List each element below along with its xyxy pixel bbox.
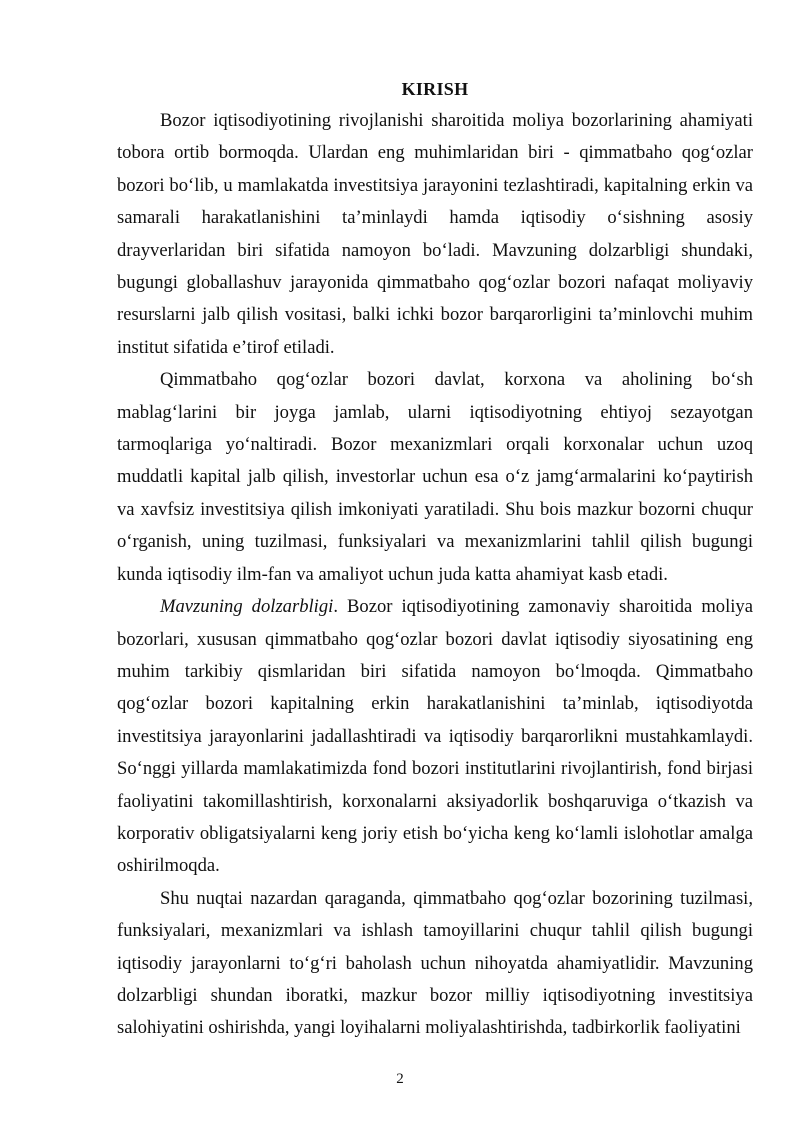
paragraph-4-text: Shu nuqtai nazardan qaraganda, qimmatbaho qog‘ozlar bozorining tuzilmasi, funksiyalari, mexanizmlari va ishlash tamoyillarini chuqur tahlil qilish bugungi iqtisodiy jarayonlarni to‘g‘ri baholash uchun nihoyatda ahamiyatlidir. Mavzuning dolzarbligi shundan iboratki, mazkur bozor milliy iqtisodiyotning investitsiya salohiyatini oshirishda, yangi loyihalarni moliyalashtirishda, tadbirkorlik faoliyatini: [117, 887, 753, 1039]
paragraph-3-italic-lead: Mavzuning dolzarbligi: [160, 596, 334, 618]
section-heading: KIRISH: [401, 79, 469, 99]
paragraph-1-text: Bozor iqtisodiyotining rivojlanishi sharoitida moliya bozorlarining ahamiyati tobora ortib bormoqda. Ulardan eng muhimlaridan biri - qimmatbaho qog‘ozlar bozori bo‘lib, u mamlakatda investitsiya jarayonini tezlashtiradi, kapitalning erkin va samarali harakatlanishini ta’minlaydi hamda iqtisodiy o‘sishning asosiy drayverlaridan biri sifatida namoyon bo‘ladi. Mavzuning dolzarbligi shundaki, bugungi globallashuv jarayonida qimmatbaho qog‘ozlar bozori nafaqat moliyaviy resurslarni jalb qilish vositasi, balki ichki bozor barqarorligini ta’minlovchi muhim institut sifatida e’tirof etiladi.: [117, 110, 753, 358]
paragraph-3: [117, 591, 753, 883]
paragraph-2: [117, 364, 753, 591]
paragraph-4: [117, 883, 753, 1045]
document-body: [117, 74, 753, 1045]
paragraph-2-text: Qimmatbaho qog‘ozlar bozori davlat, korxona va aholining bo‘sh mablag‘larini bir joyga jamlab, ularni iqtisodiyotning ehtiyoj sezayotgan tarmoqlariga yo‘naltiradi. Bozor mexanizmlari orqali korxonalar uchun uzoq muddatli kapital jalb qilish, investorlar uchun esa o‘z jamg‘armalarini ko‘paytirish va xavfsiz investitsiya qilish imkoniyati yaratiladi. Shu bois mazkur bozorni chuqur o‘rganish, uning tuzilmasi, funksiyalari va mexanizmlarini tahlil qilish bugungi kunda iqtisodiy ilm-fan va amaliyot uchun juda katta ahamiyat kasb etadi.: [117, 369, 753, 585]
paragraph-1: [117, 105, 753, 364]
page-number: 2: [396, 1071, 404, 1087]
paragraph-3-text: . Bozor iqtisodiyotining zamonaviy sharoitida moliya bozorlari, xususan qimmatbaho qog‘ozlar bozori davlat iqtisodiy siyosatining eng muhim tarkibiy qismlaridan biri sifatida namoyon bo‘lmoqda. Qimmatbaho qog‘ozlar bozori kapitalning erkin harakatlanishini ta’minlab, iqtisodiyotda investitsiya jarayonlarini jadallashtiradi va iqtisodiy barqarorlikni mustahkamlaydi. So‘nggi yillarda mamlakatimizda fond bozori institutlarini rivojlantirish, fond birjasi faoliyatini takomillashtirish, korxonalarni aksiyadorlik boshqaruviga o‘tkazish va korporativ obligatsiyalarni keng joriy etish bo‘yicha keng ko‘lamli islohotlar amalga oshirilmoqda.: [117, 596, 753, 877]
